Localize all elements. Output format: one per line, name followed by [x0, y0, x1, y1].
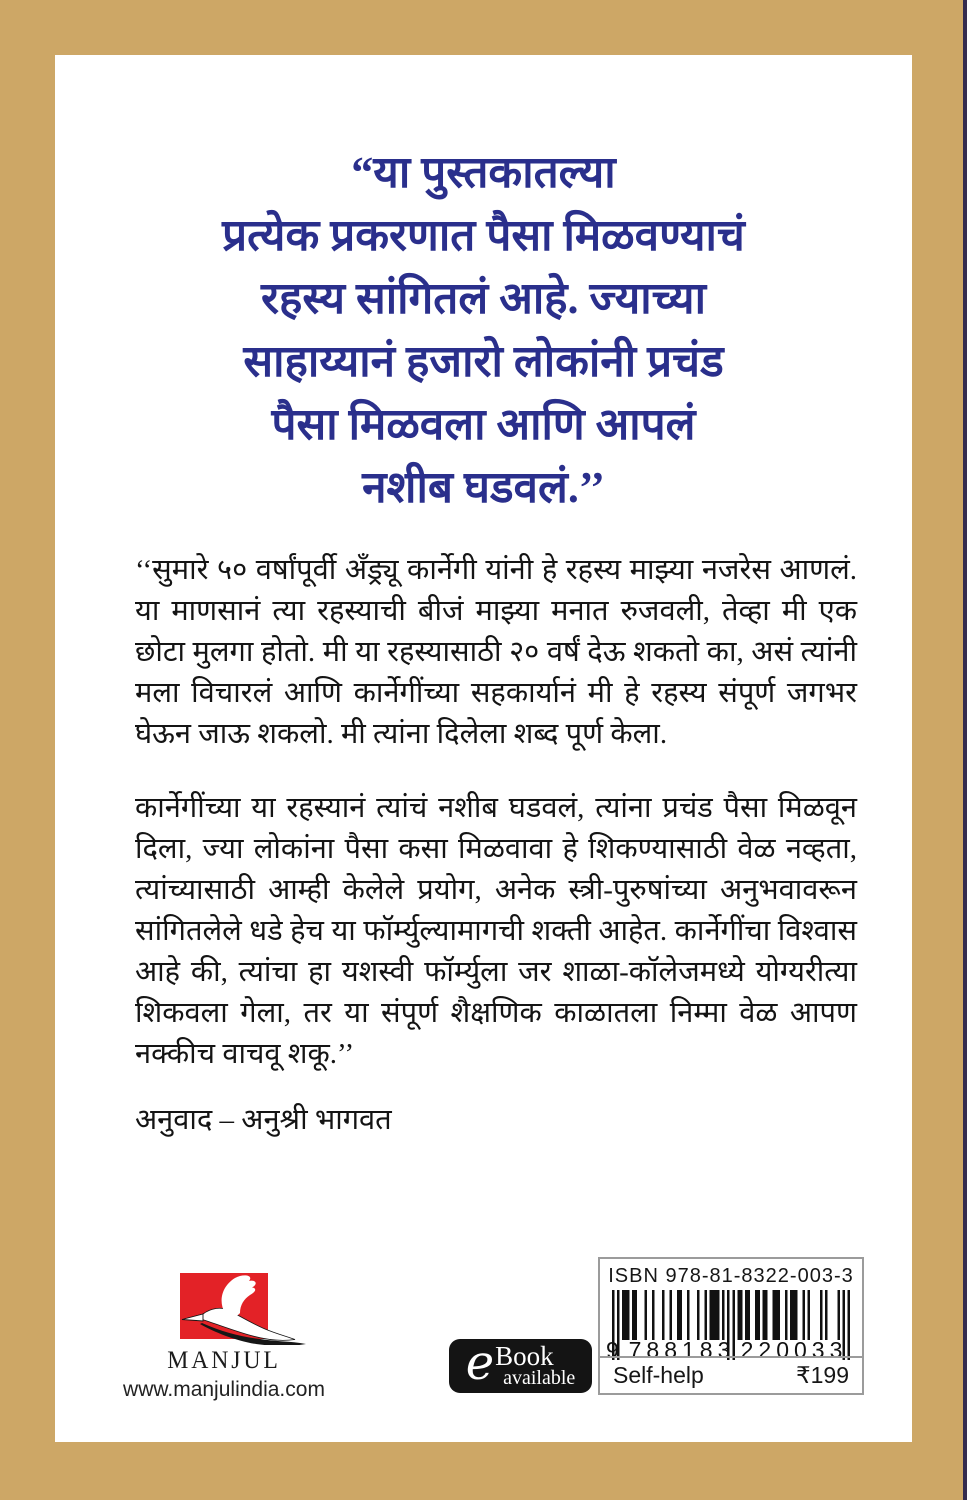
price-label: ₹199 — [795, 1362, 849, 1388]
ebook-available-label: available — [503, 1367, 576, 1390]
body-paragraph-2: कार्नेगींच्या या रहस्यानं त्यांचं नशीब घडवलं, त्यांना प्रचंड पैसा मिळवून दिला, ज्या लोकांना पैसा कसा मिळवावा हे शिकण्यासाठी वेळ नव्हता, त्यांच्यासाठी आम्ही केलेले प्रयोग, अनेक स्त्री-पुरुषांच्या अनुभवावरून सांगितलेले धडे हेच या फॉर्म्युल्यामागची शक्ती आहेत. कार्नेगींचा विश्वास आहे की, त्यांचा हा यशस्वी फॉर्म्युला जर शाळा-कॉलेजमध्ये योग्यरीत्या शिकवला गेला, तर या संपूर्ण शैक्षणिक काळातला निम्मा वेळ आपण नक्कीच वाचवू शकू.’’ — [135, 792, 857, 1070]
publisher-name: MANJUL — [167, 1347, 281, 1374]
isbn-number: ISBN 978-81-8322-003-3 — [608, 1265, 854, 1287]
publisher-logo-block — [118, 1273, 330, 1402]
headline-line: “या पुस्तकातल्या — [351, 148, 616, 197]
manjul-logo — [118, 1273, 330, 1345]
headline-line: प्रत्येक प्रकरणात पैसा मिळवण्याचं — [222, 211, 745, 260]
translator-credit: अनुवाद – अनुश्री भागवत — [135, 1104, 392, 1136]
headline-line: साहाय्यानं हजारो लोकांनी प्रचंड — [243, 337, 724, 386]
headline-line: पैसा मिळवला आणि आपलं — [271, 400, 696, 449]
headline-line: रहस्य सांगितलं आहे. ज्याच्या — [261, 274, 706, 323]
category-label: Self-help — [613, 1362, 704, 1388]
headline-quote — [85, 141, 882, 519]
body-paragraph-1: ‘‘सुमारे ५० वर्षांपूर्वी अँड्र्यू कार्नेगी यांनी हे रहस्य माझ्या नजरेस आणलं. या माणसानं त्या रहस्याची बीजं माझ्या मनात रुजवली, तेव्हा मी एक छोटा मुलगा होतो. मी या रहस्यासाठी २० वर्षं देऊ शकतो का, असं त्यांनी मला विचारलं आणि कार्नेगींच्या सहकार्यानं मी हे रहस्य संपूर्ण जगभर घेऊन जाऊ शकलो. मी त्यांना दिलेला शब्द पूर्ण केला. — [135, 554, 857, 750]
ebook-book-label: Book — [495, 1340, 554, 1371]
isbn-barcode-panel — [598, 1257, 864, 1395]
publisher-website: www.manjulindia.com — [123, 1378, 325, 1401]
barcode-digits: 9 788183 220033 — [606, 1337, 848, 1363]
ebook-e-glyph: e — [465, 1335, 495, 1391]
right-edge-line — [963, 0, 967, 1500]
cover-page — [55, 55, 912, 1442]
ebook-available-badge — [449, 1335, 592, 1393]
headline-line: नशीब घडवलं.’’ — [362, 463, 605, 512]
